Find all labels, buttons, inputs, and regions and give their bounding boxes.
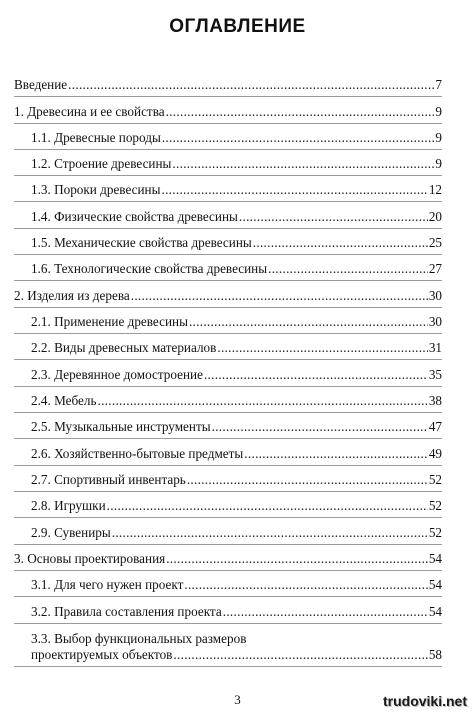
toc-entry-page: 9 bbox=[435, 156, 442, 171]
divider bbox=[14, 333, 442, 334]
toc-entry-label-line1: 3.3. Выбор функциональных размеров bbox=[31, 631, 247, 646]
toc-entry-label: 1.5. Механические свойства древесины bbox=[31, 235, 252, 250]
divider bbox=[14, 123, 442, 124]
toc-entry-page: 58 bbox=[428, 647, 442, 662]
divider bbox=[14, 149, 442, 150]
leader-dots bbox=[268, 262, 428, 276]
leader-dots bbox=[189, 315, 428, 329]
divider bbox=[14, 280, 442, 281]
toc-entry-label: 2.2. Виды древесных материалов bbox=[31, 340, 217, 355]
leader-dots bbox=[173, 648, 427, 662]
toc-entry-chapter-3[interactable] bbox=[14, 552, 442, 566]
toc-entry-page: 12 bbox=[428, 182, 442, 197]
toc-entry-2-8[interactable] bbox=[31, 499, 442, 513]
leader-dots bbox=[161, 183, 427, 197]
toc-entry-page: 49 bbox=[428, 446, 442, 461]
toc-entry-introduction[interactable] bbox=[14, 78, 442, 92]
toc-entry-label: 2.7. Спортивный инвентарь bbox=[31, 472, 186, 487]
leader-dots bbox=[172, 157, 434, 171]
toc-entry-label: Введение bbox=[14, 77, 68, 92]
divider bbox=[14, 596, 442, 597]
toc-entry-label: 2.1. Применение древесины bbox=[31, 314, 188, 329]
toc-entry-1-4[interactable] bbox=[31, 210, 442, 224]
toc-entry-chapter-2[interactable] bbox=[14, 289, 442, 303]
toc-entry-2-2[interactable] bbox=[31, 341, 442, 355]
divider bbox=[14, 623, 442, 624]
leader-dots bbox=[68, 78, 434, 92]
toc-entry-label: 3. Основы проектирования bbox=[14, 551, 166, 566]
toc-entry-2-1[interactable] bbox=[31, 315, 442, 329]
toc-entry-3-3[interactable] bbox=[31, 632, 442, 662]
toc-entry-label: 1.2. Строение древесины bbox=[31, 156, 172, 171]
toc-entry-label: проектируемых объектов bbox=[31, 647, 173, 662]
toc-entry-page: 9 bbox=[435, 130, 442, 145]
leader-dots bbox=[184, 578, 427, 592]
divider bbox=[14, 201, 442, 202]
divider bbox=[14, 228, 442, 229]
divider bbox=[14, 438, 442, 439]
toc-entry-label: 2.9. Сувениры bbox=[31, 525, 111, 540]
watermark: trudoviki.net bbox=[382, 693, 467, 709]
toc-entry-label: 2.3. Деревянное домостроение bbox=[31, 367, 203, 382]
toc-entry-label: 2.8. Игрушки bbox=[31, 498, 106, 513]
leader-dots bbox=[131, 289, 428, 303]
toc-entry-2-7[interactable] bbox=[31, 473, 442, 487]
toc-entry-label: 2.5. Музыкальные инструменты bbox=[31, 419, 211, 434]
toc-entry-page: 52 bbox=[428, 525, 442, 540]
divider bbox=[14, 570, 442, 571]
leader-dots bbox=[166, 105, 435, 119]
toc-entry-label: 1. Древесина и ее свойства bbox=[14, 104, 165, 119]
divider bbox=[14, 254, 442, 255]
toc-entry-page: 54 bbox=[428, 577, 442, 592]
toc-entry-chapter-1[interactable] bbox=[14, 105, 442, 119]
toc-entry-page: 25 bbox=[428, 235, 442, 250]
toc-entry-1-6[interactable] bbox=[31, 262, 442, 276]
leader-dots bbox=[187, 473, 428, 487]
leader-dots bbox=[217, 341, 427, 355]
leader-dots bbox=[204, 368, 428, 382]
divider bbox=[14, 359, 442, 360]
divider bbox=[14, 412, 442, 413]
toc-entry-page: 47 bbox=[428, 419, 442, 434]
toc-entry-label: 3.1. Для чего нужен проект bbox=[31, 577, 184, 592]
toc-entry-page: 9 bbox=[435, 104, 442, 119]
toc-entry-label: 2. Изделия из дерева bbox=[14, 288, 130, 303]
toc-entry-page: 30 bbox=[428, 314, 442, 329]
leader-dots bbox=[212, 420, 428, 434]
toc-entry-2-9[interactable] bbox=[31, 526, 442, 540]
divider bbox=[14, 175, 442, 176]
divider bbox=[14, 465, 442, 466]
page-title: ОГЛАВЛЕНИЕ bbox=[169, 16, 306, 37]
leader-dots bbox=[223, 605, 428, 619]
leader-dots bbox=[166, 552, 428, 566]
leader-dots bbox=[107, 499, 428, 513]
leader-dots bbox=[112, 526, 428, 540]
toc-entry-3-2[interactable] bbox=[31, 605, 442, 619]
divider bbox=[14, 386, 442, 387]
toc-entry-1-5[interactable] bbox=[31, 236, 442, 250]
toc-entry-page: 54 bbox=[428, 604, 442, 619]
toc-entry-1-2[interactable] bbox=[31, 157, 442, 171]
toc-entry-label: 1.6. Технологические свойства древесины bbox=[31, 261, 268, 276]
leader-dots bbox=[162, 131, 435, 145]
toc-entry-2-6[interactable] bbox=[31, 447, 442, 461]
divider bbox=[14, 491, 442, 492]
leader-dots bbox=[253, 236, 428, 250]
toc-entry-page: 52 bbox=[428, 472, 442, 487]
leader-dots bbox=[97, 394, 427, 408]
divider bbox=[14, 666, 442, 667]
toc-entry-label: 1.4. Физические свойства древесины bbox=[31, 209, 238, 224]
toc-entry-label: 1.3. Пороки древесины bbox=[31, 182, 161, 197]
divider bbox=[14, 517, 442, 518]
toc-entry-page: 27 bbox=[428, 261, 442, 276]
toc-entry-page: 30 bbox=[428, 288, 442, 303]
toc-entry-page: 31 bbox=[428, 340, 442, 355]
toc-entry-page: 54 bbox=[428, 551, 442, 566]
page-number: 3 bbox=[234, 692, 241, 707]
toc-entry-2-3[interactable] bbox=[31, 368, 442, 382]
toc-entry-1-3[interactable] bbox=[31, 183, 442, 197]
leader-dots bbox=[239, 210, 428, 224]
toc-entry-label: 2.6. Хозяйственно-бытовые предметы bbox=[31, 446, 244, 461]
divider bbox=[14, 307, 442, 308]
toc-entry-label: 3.2. Правила составления проекта bbox=[31, 604, 222, 619]
toc-entry-page: 7 bbox=[435, 77, 442, 92]
toc-entry-2-4[interactable] bbox=[31, 394, 442, 408]
divider bbox=[14, 544, 442, 545]
toc-entry-1-1[interactable] bbox=[31, 131, 442, 145]
toc-entry-label: 2.4. Мебель bbox=[31, 393, 97, 408]
toc-entry-page: 52 bbox=[428, 498, 442, 513]
toc-entry-page: 38 bbox=[428, 393, 442, 408]
toc-entry-3-1[interactable] bbox=[31, 578, 442, 592]
toc-entry-page: 20 bbox=[428, 209, 442, 224]
divider bbox=[14, 96, 442, 97]
leader-dots bbox=[244, 447, 428, 461]
toc-entry-2-5[interactable] bbox=[31, 420, 442, 434]
toc-entry-page: 35 bbox=[428, 367, 442, 382]
toc-entry-label: 1.1. Древесные породы bbox=[31, 130, 161, 145]
